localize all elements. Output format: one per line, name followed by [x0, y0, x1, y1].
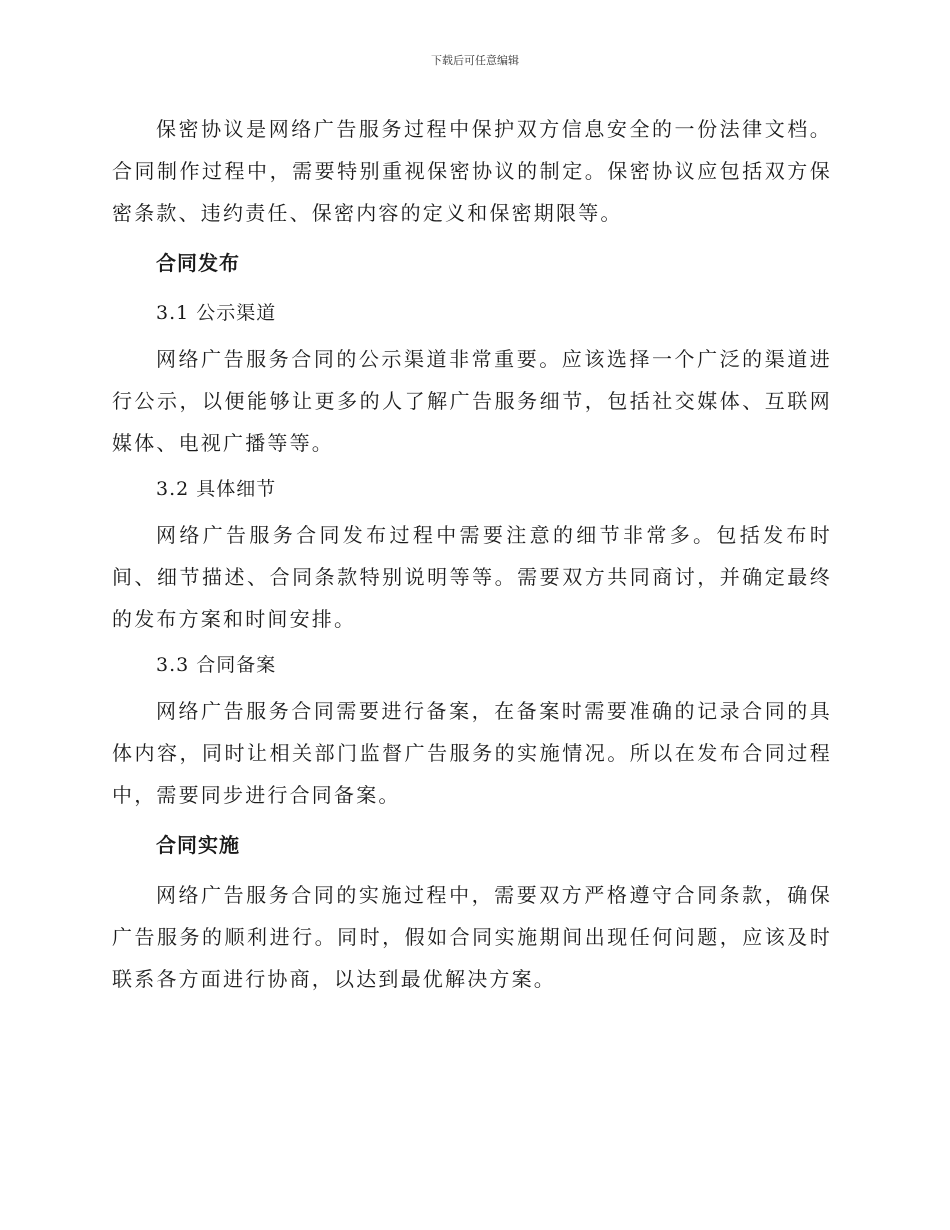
paragraph-public-channels: 网络广告服务合同的公示渠道非常重要。应该选择一个广泛的渠道进行公示，以便能够让更多的人了解广告服务细节，包括社交媒体、互联网媒体、电视广播等等。 — [112, 347, 832, 455]
paragraph-confidentiality: 保密协议是网络广告服务过程中保护双方信息安全的一份法律文档。合同制作过程中，需要特别重视保密协议的制定。保密协议应包括双方保密条款、违约责任、保密内容的定义和保密期限等。 — [112, 117, 832, 225]
subheading-contract-filing: 3.3 合同备案 — [156, 654, 277, 676]
subheading-specific-details: 3.2 具体细节 — [156, 478, 277, 500]
paragraph-contract-implementation: 网络广告服务合同的实施过程中，需要双方严格遵守合同条款，确保广告服务的顺利进行。同时，假如合同实施期间出现任何问题，应该及时联系各方面进行协商，以达到最优解决方案。 — [112, 883, 832, 991]
paragraph-contract-filing: 网络广告服务合同需要进行备案，在备案时需要准确的记录合同的具体内容，同时让相关部门监督广告服务的实施情况。所以在发布合同过程中，需要同步进行合同备案。 — [112, 699, 832, 807]
section-heading-contract-implementation: 合同实施 — [156, 833, 240, 857]
page-header: 下载后可任意编辑 — [431, 54, 519, 67]
paragraph-specific-details: 网络广告服务合同发布过程中需要注意的细节非常多。包括发布时间、细节描述、合同条款特别说明等等。需要双方共同商讨，并确定最终的发布方案和时间安排。 — [112, 523, 832, 631]
document-body — [112, 108, 832, 1000]
subheading-public-channels: 3.1 公示渠道 — [156, 302, 277, 324]
section-heading-contract-release: 合同发布 — [156, 251, 240, 275]
